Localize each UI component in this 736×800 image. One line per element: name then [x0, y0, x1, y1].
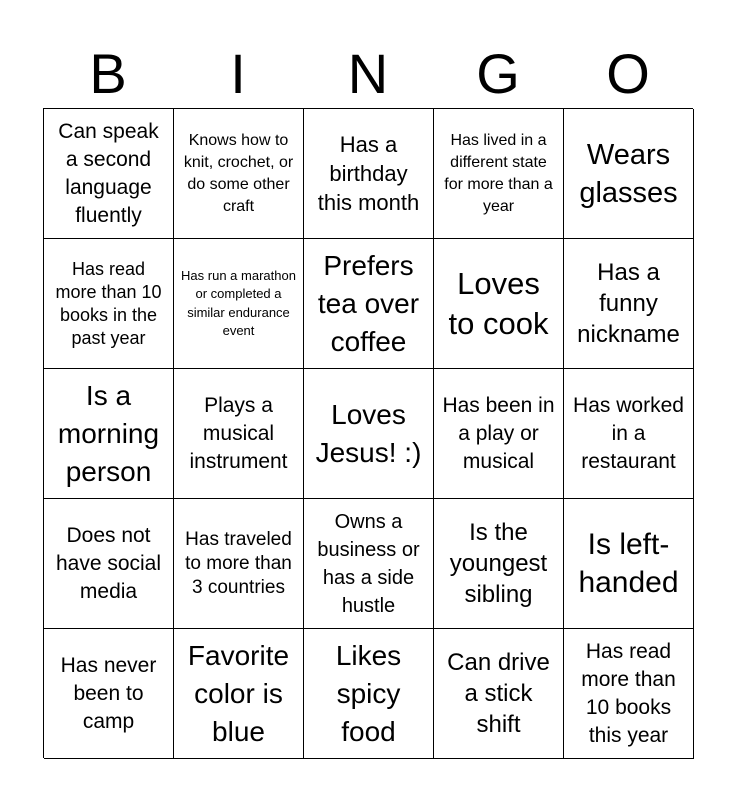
bingo-cell[interactable]	[434, 629, 564, 759]
cell-text: Loves Jesus! :)	[315, 398, 422, 468]
cell-text: Can drive a stick shift	[447, 649, 550, 738]
cell-text: Has run a marathon or completed a similar endurance event	[181, 267, 296, 338]
cell-text: Does not have social media	[55, 523, 162, 603]
bingo-cell[interactable]	[304, 109, 434, 239]
cell-text: Is a morning person	[57, 379, 160, 487]
cell-text: Is left-handed	[578, 527, 679, 599]
bingo-cell[interactable]	[44, 109, 174, 239]
cell-text: Can speak a second language fluently	[58, 119, 159, 227]
cell-text: Owns a business or has a side hustle	[317, 510, 420, 617]
bingo-cell[interactable]	[44, 369, 174, 499]
cell-text: Wears glasses	[579, 138, 678, 209]
header-letter-n: N	[347, 42, 389, 105]
bingo-cell[interactable]	[44, 629, 174, 759]
bingo-cell[interactable]	[434, 499, 564, 629]
cell-text: Has never been to camp	[60, 653, 157, 733]
cell-text: Has a funny nickname	[577, 259, 680, 348]
bingo-cell[interactable]	[434, 239, 564, 369]
bingo-cell[interactable]	[304, 629, 434, 759]
cell-text: Loves to cook	[448, 265, 549, 341]
header-letter-g: G	[476, 42, 520, 105]
cell-text: Favorite color is blue	[187, 639, 290, 747]
cell-text: Knows how to knit, crochet, or do some other craft	[183, 131, 294, 215]
cell-text: Plays a musical instrument	[189, 393, 288, 473]
cell-text: Has traveled to more than 3 countries	[185, 528, 292, 598]
header-letter-b: B	[89, 42, 127, 105]
cell-text: Prefers tea over coffee	[317, 249, 420, 357]
bingo-cell[interactable]	[304, 499, 434, 629]
header-letter-o: O	[606, 42, 650, 105]
cell-text: Has been in a play or musical	[442, 393, 555, 473]
cell-text: Has a birthday this month	[317, 132, 420, 215]
bingo-cell[interactable]	[304, 239, 434, 369]
bingo-cell[interactable]	[434, 109, 564, 239]
bingo-cell[interactable]	[564, 109, 694, 239]
bingo-cell[interactable]	[174, 109, 304, 239]
bingo-cell[interactable]	[44, 499, 174, 629]
bingo-cell[interactable]	[564, 629, 694, 759]
bingo-cell[interactable]	[44, 239, 174, 369]
bingo-cell[interactable]	[564, 369, 694, 499]
bingo-board	[43, 108, 693, 758]
cell-text: Has worked in a restaurant	[573, 393, 684, 473]
cell-text: Has read more than 10 books in the past year	[55, 258, 162, 348]
cell-text: Is the youngest sibling	[449, 519, 548, 608]
bingo-cell[interactable]	[564, 239, 694, 369]
header-letter-i: I	[230, 42, 246, 105]
cell-text: Has lived in a different state for more than a year	[444, 131, 553, 215]
bingo-cell[interactable]	[564, 499, 694, 629]
cell-text: Has read more than 10 books this year	[581, 639, 676, 747]
bingo-cell[interactable]	[434, 369, 564, 499]
bingo-header	[43, 40, 693, 108]
bingo-cell[interactable]	[174, 499, 304, 629]
bingo-cell[interactable]	[174, 369, 304, 499]
bingo-cell[interactable]	[304, 369, 434, 499]
bingo-cell[interactable]	[174, 239, 304, 369]
cell-text: Likes spicy food	[335, 639, 402, 747]
bingo-cell[interactable]	[174, 629, 304, 759]
